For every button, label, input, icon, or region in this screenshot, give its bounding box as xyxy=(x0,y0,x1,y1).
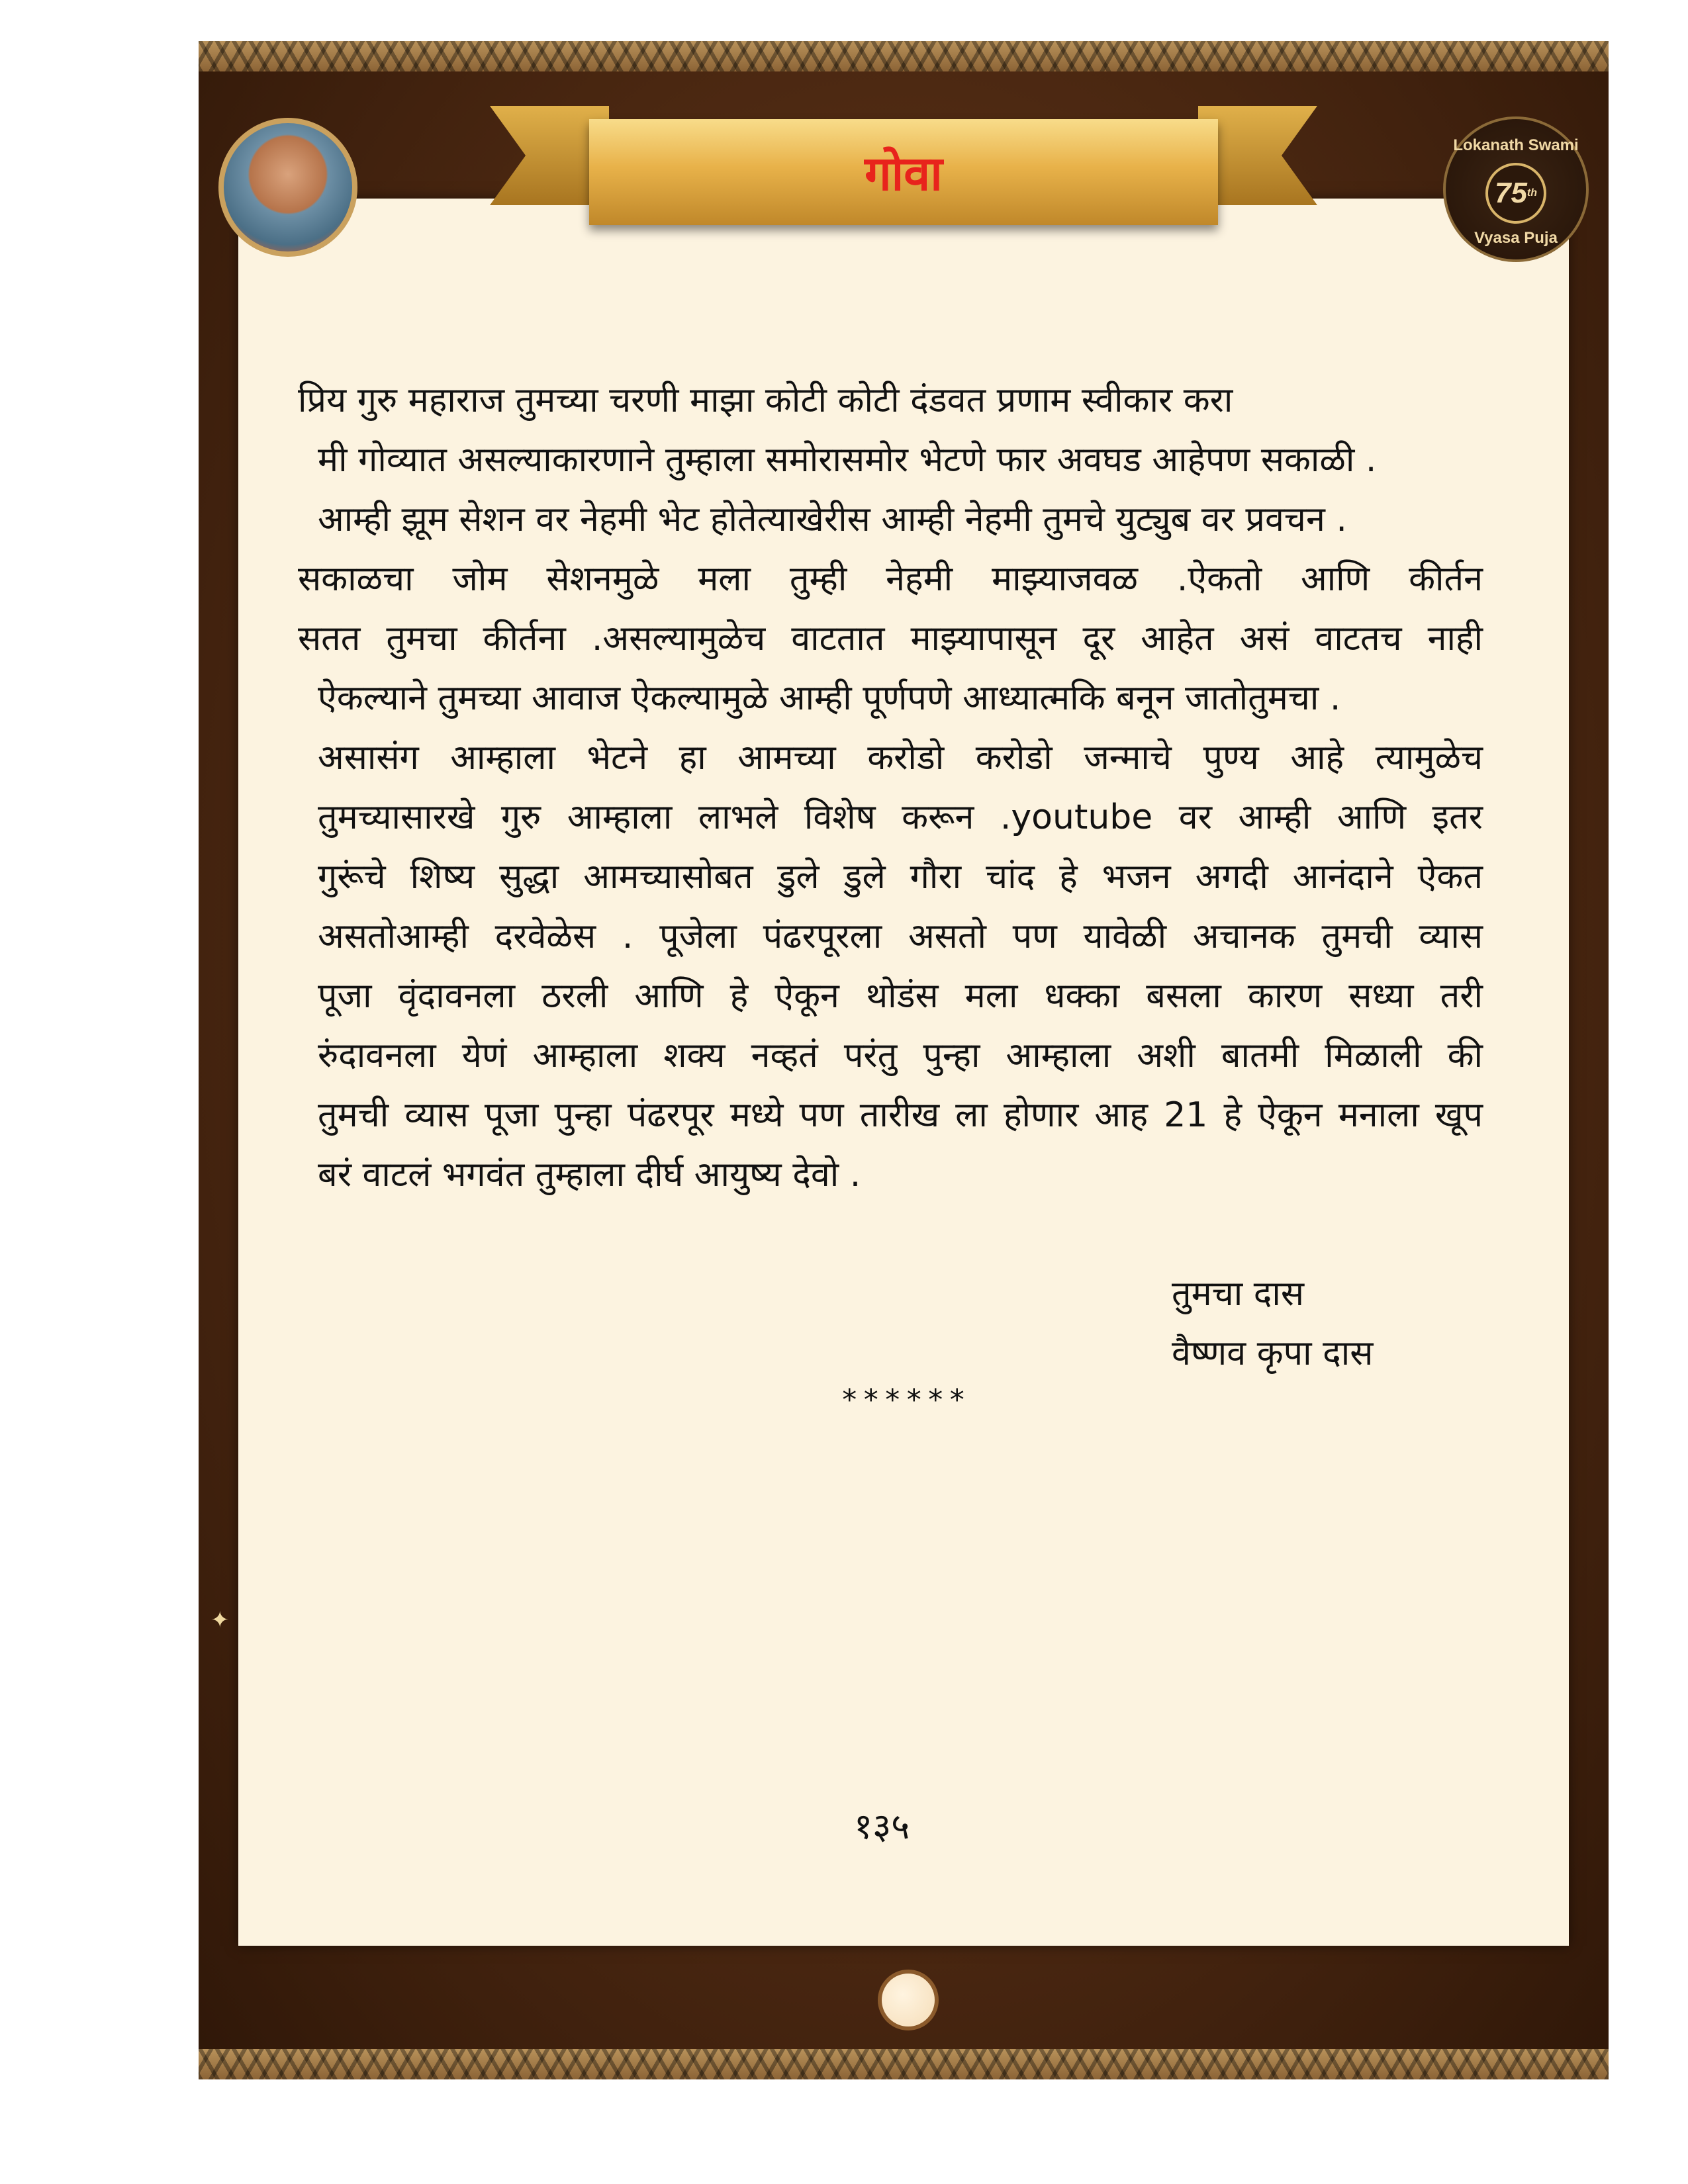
signature-name: वैष्णव कृपा दास xyxy=(1172,1334,1374,1373)
letter-line: तुमची व्यास पूजा पुन्हा पंढरपूर मध्ये पण तारीख ला होणार आह 21 हे ऐकून मनाला खूप xyxy=(318,1095,1483,1135)
letter-line: आम्ही झूम सेशन वर नेहमी भेट होतेत्याखेरीस आम्ही नेहमी तुमचे युट्युब वर प्रवचन . xyxy=(318,500,1347,539)
letter-line: तुमच्यासारखे गुरु आम्हाला लाभले विशेष करून .youtube वर आम्ही आणि इतर xyxy=(318,797,1483,837)
signature-closing: तुमचा दास xyxy=(1172,1274,1304,1314)
signature-block xyxy=(1172,1264,1373,1383)
title-ribbon xyxy=(589,119,1218,225)
page-number: १३५ xyxy=(854,1805,910,1847)
vyasa-puja-badge xyxy=(1443,116,1589,262)
badge-event: Vyasa Puja xyxy=(1474,229,1558,247)
letter-body xyxy=(298,371,1483,1205)
badge-name: Lokanath Swami xyxy=(1453,136,1579,154)
page-title: गोवा xyxy=(865,146,943,201)
letter-line: सकाळचा जोम सेशनमुळे मला तुम्ही नेहमी माझ्याजवळ .ऐकतो आणि कीर्तन xyxy=(298,559,1483,599)
letter-line: असासंग आम्हाला भेटने हा आमच्या करोडो करोडो जन्माचे पुण्य आहे त्यामुळेच xyxy=(318,738,1483,778)
letter-line: ऐकल्याने तुमच्या आवाज ऐकल्यामुळे आम्ही पूर्णपणे आध्यात्मकि बनून जातोतुमचा . xyxy=(318,678,1341,718)
letter-line: बरं वाटलं भगवंत तुम्हाला दीर्घ आयुष्य देवो . xyxy=(318,1155,861,1195)
letter-line: असतोआम्ही दरवेळेस . पूजेला पंढरपूरला असतो पण यावेळी अचानक तुमची व्यास xyxy=(318,917,1483,956)
section-separator: ****** xyxy=(841,1383,970,1417)
letter-line: प्रिय गुरु महाराज तुमच्या चरणी माझा कोटी कोटी दंडवत प्रणाम स्वीकार करा xyxy=(298,381,1233,420)
top-ornament-border xyxy=(199,41,1609,71)
guru-portrait xyxy=(218,118,357,257)
letter-line: गुरूंचे शिष्य सुद्धा आमच्यासोबत डुले डुले गौरा चांद हे भजन अगदी आनंदाने ऐकत xyxy=(318,857,1483,897)
badge-number: 75 th xyxy=(1485,163,1546,224)
letter-line: रुंदावनला येणं आम्हाला शक्य नव्हतं परंतु पुन्हा आम्हाला अशी बातमी मिळाली की xyxy=(318,1036,1483,1075)
frame-knob xyxy=(878,1970,939,2030)
sparkle-icon: ✦ xyxy=(211,1607,230,1633)
letter-line: मी गोव्यात असल्याकारणाने तुम्हाला समोरासमोर भेटणे फार अवघड आहेपण सकाळी . xyxy=(318,440,1377,480)
bottom-ornament-border xyxy=(199,2049,1609,2079)
letter-line: सतत तुमचा कीर्तना .असल्यामुळेच वाटतात माझ्यापासून दूर आहेत असं वाटतच नाही xyxy=(298,619,1483,659)
letter-line: पूजा वृंदावनला ठरली आणि हे ऐकून थोडंस मला धक्का बसला कारण सध्या तरी xyxy=(318,976,1483,1016)
